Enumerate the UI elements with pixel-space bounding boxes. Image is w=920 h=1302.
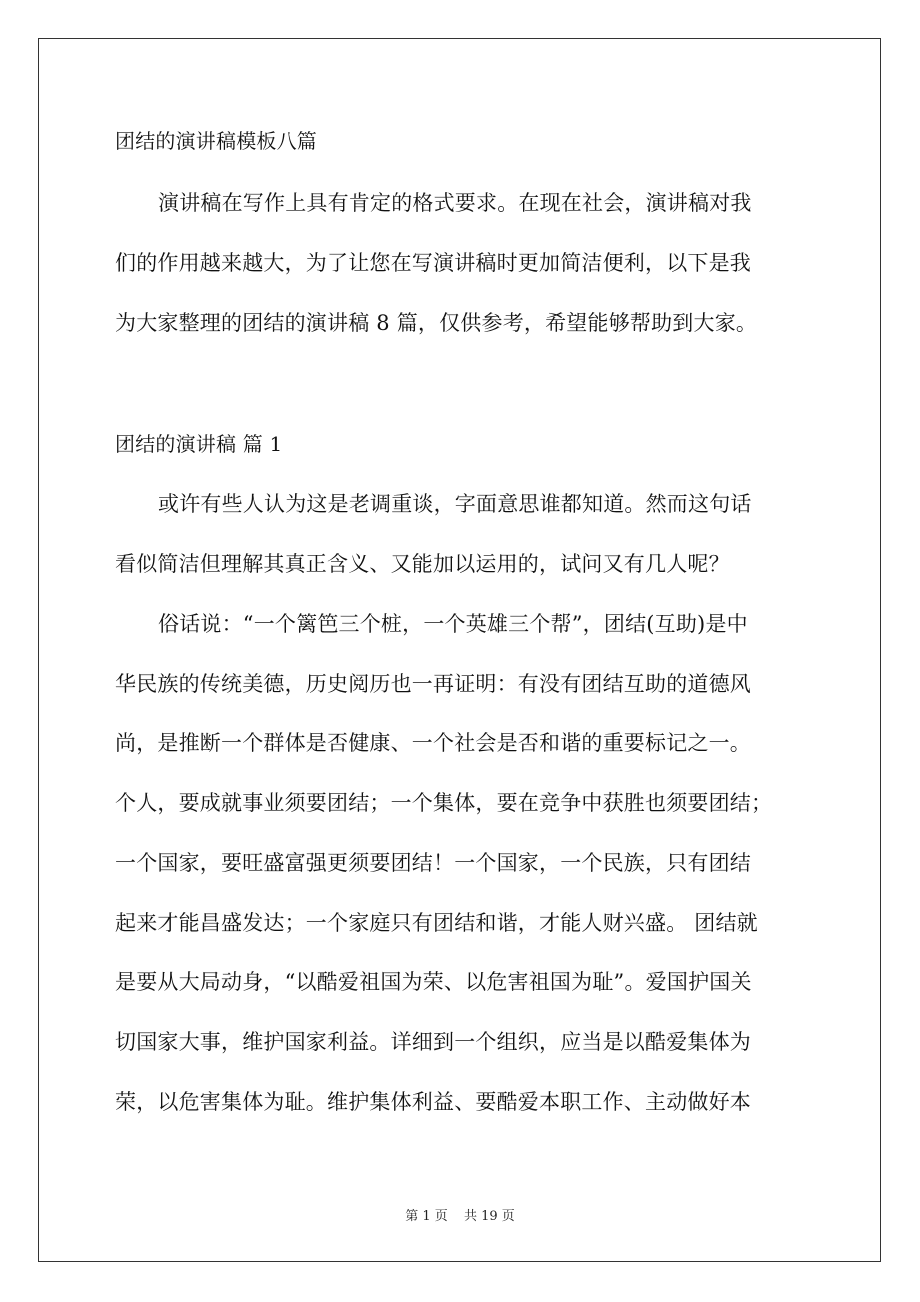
page-number: 第 1 页 — [405, 1209, 448, 1224]
page-footer — [0, 1208, 920, 1226]
page-border — [38, 38, 881, 1262]
paragraph2-line-8: 切国家大事，维护国家利益。详细到一个组织，应当是以酷爱集体为 — [115, 1030, 751, 1054]
intro-line-1: 演讲稿在写作上具有肯定的格式要求。在现在社会，演讲稿对我 — [158, 191, 752, 215]
paragraph2-line-2: 华民族的传统美德，历史阅历也一再证明：有没有团结互助的道德风 — [115, 672, 751, 696]
paragraph1-line-2: 看似简洁但理解其真正含义、又能加以运用的，试问又有几人呢？ — [115, 552, 730, 576]
intro-line-2: 们的作用越来越大，为了让您在写演讲稿时更加简洁便利，以下是我 — [115, 251, 751, 275]
paragraph2-line-4: 个人，要成就事业须要团结；一个集体，要在竞争中获胜也须要团结； — [115, 791, 773, 815]
paragraph2-line-6: 起来才能昌盛发达；一个家庭只有团结和谐，才能人财兴盛。 团结就 — [115, 911, 758, 935]
paragraph2-line-5: 一个国家，要旺盛富强更须要团结！一个国家，一个民族，只有团结 — [115, 851, 751, 875]
document-title: 团结的演讲稿模板八篇 — [115, 129, 317, 153]
paragraph2-line-9: 荣，以危害集体为耻。维护集体利益、要酷爱本职工作、主动做好本 — [115, 1090, 751, 1114]
paragraph2-line-1: 俗话说：“一个篱笆三个桩，一个英雄三个帮”，团结(互助)是中 — [158, 612, 748, 636]
section-heading: 团结的演讲稿 篇 1 — [115, 432, 283, 456]
paragraph1-line-1: 或许有些人认为这是老调重谈，字面意思谁都知道。然而这句话 — [158, 492, 752, 516]
intro-line-3: 为大家整理的团结的演讲稿 8 篇，仅供参考，希望能够帮助到大家。 — [115, 311, 758, 335]
paragraph2-line-7: 是要从大局动身，“以酷爱祖国为荣、以危害祖国为耻”。爱国护国关 — [115, 970, 752, 994]
paragraph2-line-3: 尚，是推断一个群体是否健康、一个社会是否和谐的重要标记之一。 — [115, 731, 751, 755]
page-total: 共 19 页 — [463, 1209, 515, 1224]
